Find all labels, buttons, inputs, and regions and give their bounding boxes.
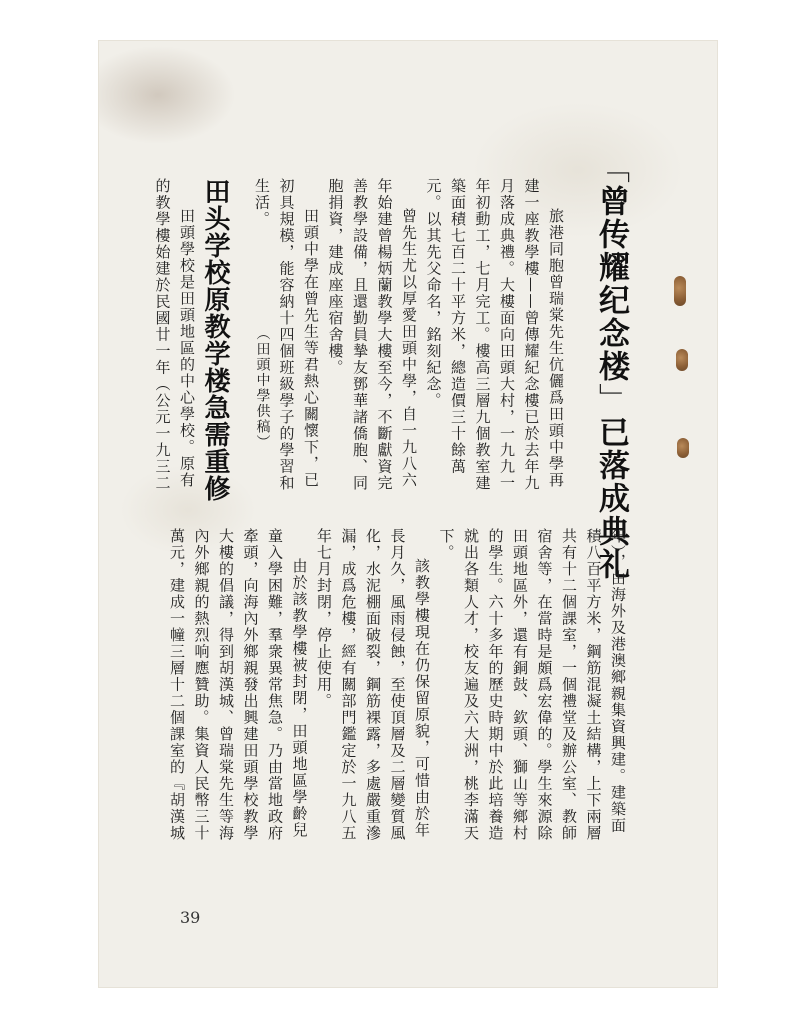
- page-number: 39: [180, 908, 201, 927]
- article2-line: 年七月封閉，停止使用。: [315, 528, 333, 710]
- binding-hole-bottom: [677, 438, 689, 458]
- article1-line: 元。以其先父命名，銘刻紀念。: [424, 178, 443, 409]
- article1-title: [594, 152, 628, 581]
- article2-body-bottom: [142, 528, 630, 842]
- article2-line: 內外鄉親的熱烈响應贊助。集資人民幣三十: [192, 528, 211, 842]
- article1-line: 年始建曾楊炳蘭教學大樓至今，不斷獻資完: [375, 178, 394, 492]
- binding-hole-top: [674, 276, 686, 306]
- article2-line: 該教學樓現在仍保留原貌，可惜由於年: [413, 558, 431, 839]
- article2-line: 年），由海外及港澳鄉親集資興建。建築面: [609, 528, 627, 834]
- article2-line: 共有十二個課室，一個禮堂及辦公室、教師: [560, 528, 578, 842]
- article2-line: 牽頭，向海內外鄉親發出興建田頭學校教學: [241, 528, 260, 842]
- article2-line: 積八百平方米，鋼筋混凝土結構，上下兩層: [584, 528, 603, 842]
- article2-body-top: [145, 178, 199, 492]
- article1-line: 月落成典禮。大樓面向田頭大村，一九九一: [498, 178, 516, 492]
- article1-line: 善教學設備，且還勤員摯友鄧華諸僑胞、同: [351, 178, 369, 492]
- article2-line: 童入學困難，羣衆異常焦急。乃由當地政府: [266, 528, 284, 842]
- article2-line: 田頭地區外，還有銅鼓、欽頭、獅山等鄉村: [511, 528, 529, 842]
- article2-line: 萬元，建成一幢三層十二個課室的『胡漢城: [168, 528, 186, 842]
- article2-line: 由於該教學樓被封閉，田頭地區學齡兒: [290, 558, 309, 839]
- article2-line: 漏，成爲危樓，經有關部門鑑定於一九八五: [339, 528, 358, 842]
- article1-line: 胞捐資，建成座座宿舍樓。: [326, 178, 345, 376]
- article2-line: 長月久，風雨侵蝕，至使頂層及二層變質風: [388, 528, 407, 842]
- article2-line: 的教學樓始建於民國廿一年（公元一九三二: [153, 178, 172, 492]
- article1-line: 旅港同胞曾瑞棠先生伉儷爲田頭中學再: [547, 208, 565, 489]
- article1-line: 曾先生尤以厚愛田頭中學，自一九八六: [400, 208, 418, 489]
- article1-title-main: 曾传耀纪念楼: [593, 185, 629, 383]
- binding-hole-middle: [676, 349, 688, 371]
- article2-line: 田頭學校是田頭地區的中心學校。原有: [178, 208, 196, 489]
- article1-body: [244, 178, 568, 492]
- article2-line: 的學生。六十多年的歷史時期中於此培養造: [486, 528, 505, 842]
- article1-title-close-bracket: 」: [593, 383, 629, 416]
- article1-credit: （田頭中學供稿）: [254, 326, 271, 450]
- article1-line: 建一座教學樓——曾傳耀紀念樓已於去年九: [522, 178, 541, 492]
- article1-line: 生活。: [253, 178, 271, 228]
- article1-title-open-bracket: 「: [593, 152, 629, 185]
- article2-line: 下。: [437, 528, 456, 561]
- article1-title-tail: 已落成典礼: [593, 416, 629, 581]
- article1-line: 初具規模，能容納十四個班級學子的學習和: [277, 178, 296, 492]
- article1-line: 田頭中學在曾先生等君熱心關懷下，已: [302, 208, 320, 489]
- article2-line: 化，水泥棚面破裂，鋼筋裸露，多處嚴重滲: [364, 528, 382, 842]
- article2-title: 田头学校原教学楼急需重修: [200, 178, 230, 502]
- article1-line: 築面積七百二十平方米，總造價三十餘萬: [449, 178, 467, 475]
- article2-line: 大樓的倡議，得到胡漢城、曾瑞棠先生等海: [217, 528, 235, 842]
- article2-line: 宿舍等，在當時是頗爲宏偉的。學生來源除: [535, 528, 554, 842]
- article1-line: 年初動工，七月完工。樓高三層九個教室建: [473, 178, 492, 492]
- article2-line: 就出各類人才，校友遍及六大洲，桃李滿天: [462, 528, 480, 842]
